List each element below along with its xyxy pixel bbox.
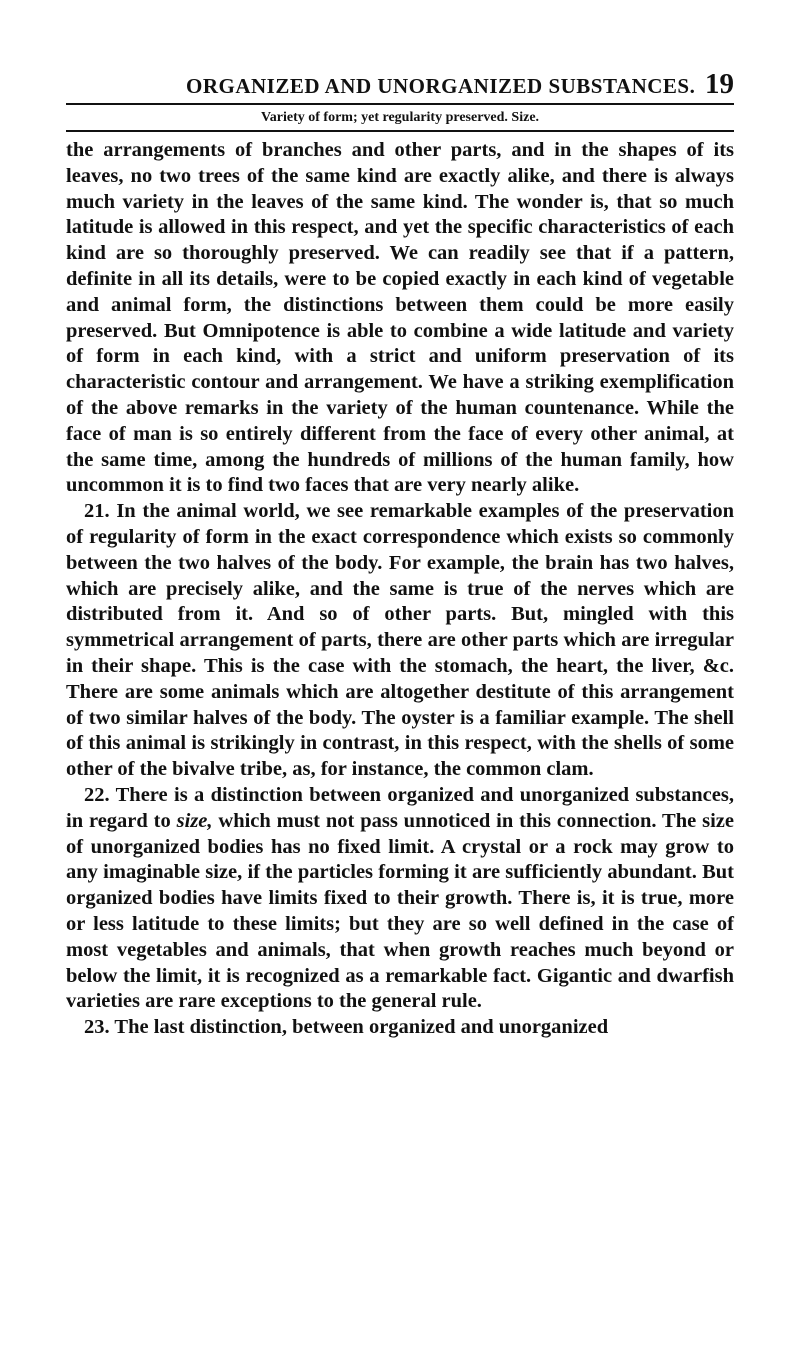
header-rule [66,103,734,105]
paragraph-number: 22. [84,783,110,806]
page-header [66,0,734,104]
paragraph-text-before: There is a distinction between organized and unorganized substances, in regard to [66,783,734,832]
page-number: 19 [705,68,734,100]
body-text [66,138,734,1041]
paragraph-text-after: which must not pass unnoticed in this connection. The size of unorganized bodies has no fixed limit. A crystal or a rock may grow to any imaginable size, if the particles forming it are sufficiently abundant. But organized bodies have limits fixed to their growth. There is, it is true, more or less latitude to these limits; but they are so well defined in the case of most vegetables and animals, that when growth reaches much beyond or below the limit, it is recognized as a remarkable fact. Gigantic and dwarfish varieties are rare exceptions to the general rule. [66,809,734,1013]
emphasized-word: size, [176,809,213,832]
paragraph-text: In the animal world, we see remarkable examples of the preservation of regularity of form in the exact correspondence which exists so commonly between the two halves of the body. For example, the brain has two halves, which are precisely alike, and the same is true of the nerves which are distributed from it. And so of other parts. But, mingled with this symmetrical arrangement of parts, there are other parts which are irregular in their shape. This is the case with the stomach, the heart, the liver, &c. There are some animals which are altogether destitute of this arrangement of two similar halves of the body. The oyster is a familiar example. The shell of this animal is strikingly in contrast, in this respect, with the shells of some other of the bivalve tribe, as, for instance, the common clam. [66,500,735,781]
paragraph-text: The last distinction, between organized and unorganized [114,1016,609,1039]
paragraph-continued [66,138,734,499]
paragraph-22 [66,783,734,1015]
paragraph-number: 21. [84,500,110,523]
running-head: ORGANIZED AND UNORGANIZED SUBSTANCES. [186,74,696,98]
paragraph-21 [66,499,734,783]
subhead-rule [66,130,734,132]
paragraph-23 [66,1015,734,1041]
paragraph-number: 23. [84,1016,110,1039]
paragraph-text: the arrangements of branches and other parts, and in the shapes of its leaves, no two trees of the same kind are exactly alike, and there is always much variety in the leaves of the same kind. The wonder is, that so much latitude is allowed in this respect, and yet the specific characteristics of each kind are so thoroughly preserved. We can readily see that if a pattern, definite in all its details, were to be copied exactly in each kind of vegetable and animal form, the distinctions between them could be more easily preserved. But Omnipotence is able to combine a wide latitude and variety of form in each kind, with a strict and uniform preservation of its characteristic contour and arrangement. We have a striking exemplification of the above remarks in the variety of the human countenance. While the face of man is so entirely different from the face of every other animal, at the same time, among the hundreds of millions of the human family, how uncommon it is to find two faces that are very nearly alike. [66,139,734,497]
section-subhead: Variety of form; yet regularity preserved. Size. [260,110,540,125]
